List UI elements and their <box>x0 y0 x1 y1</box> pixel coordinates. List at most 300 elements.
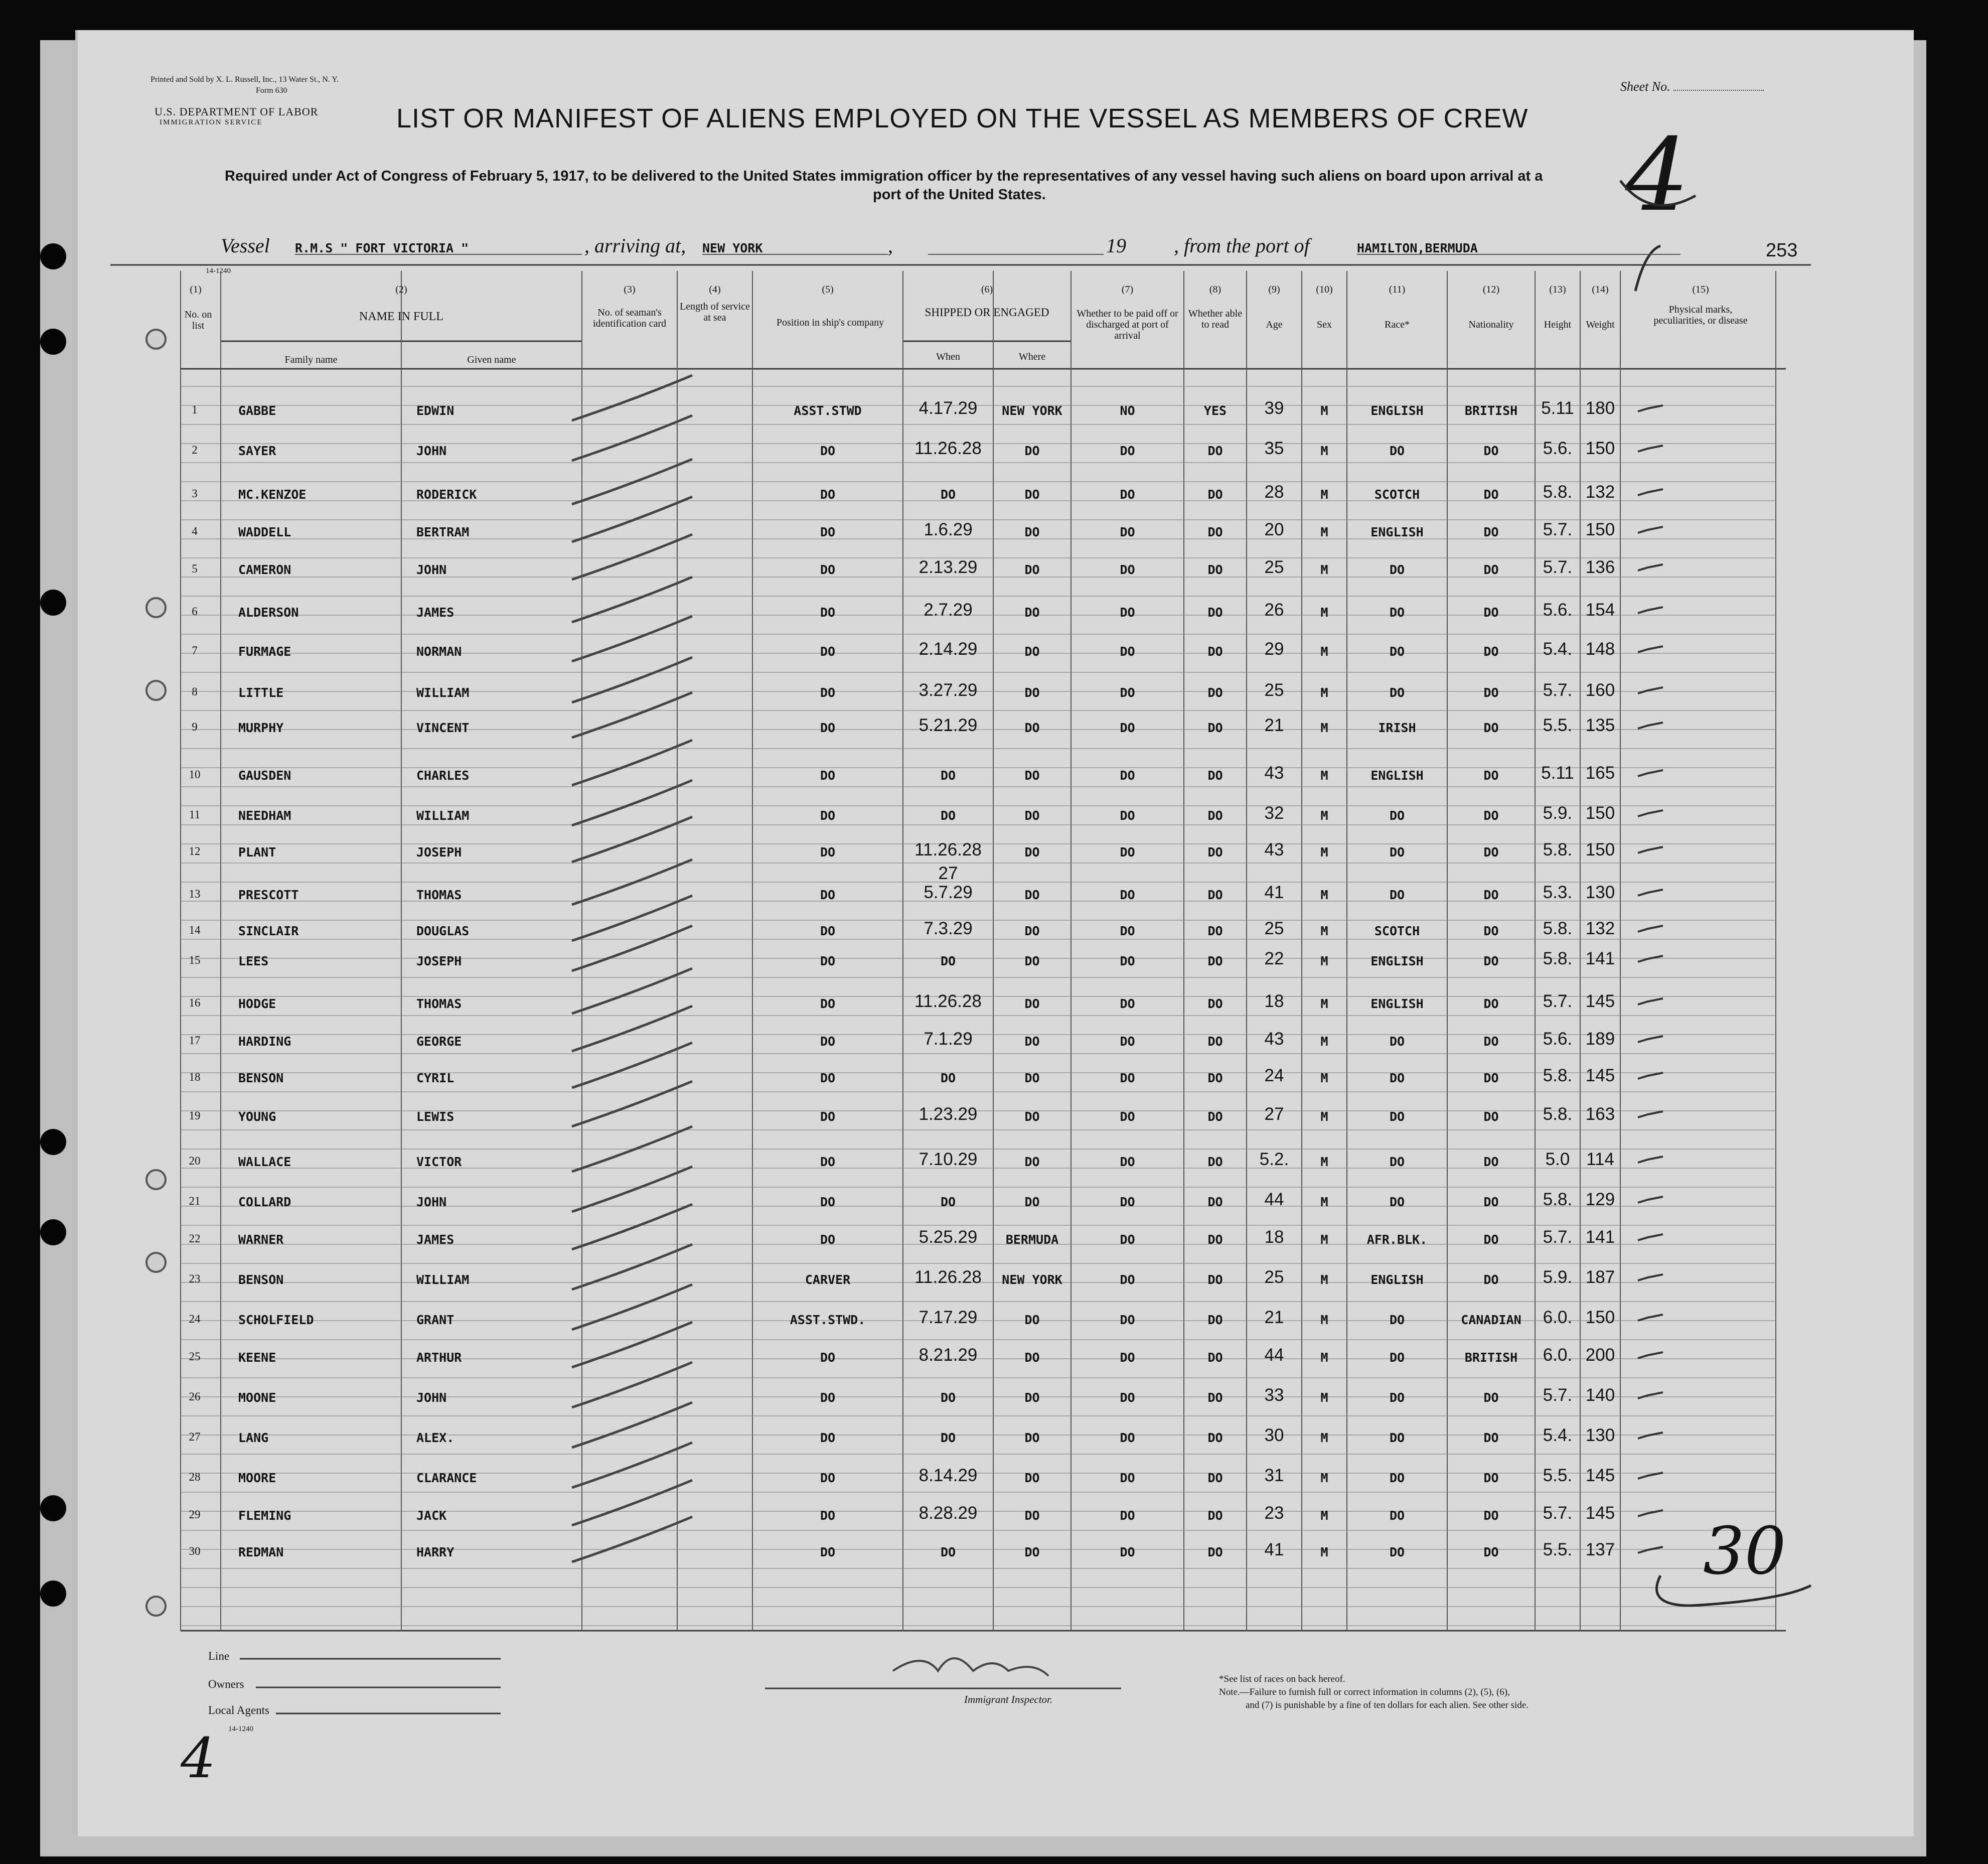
weight-cell: 150 <box>1585 1308 1615 1327</box>
paid-off-cell: DO <box>1120 685 1135 700</box>
paid-off-cell: DO <box>1120 1195 1135 1209</box>
age-cell: 35 <box>1264 439 1284 458</box>
sex-cell: M <box>1320 888 1328 902</box>
sex-cell: M <box>1320 1508 1328 1523</box>
nationality-cell: DO <box>1483 845 1499 859</box>
sex-cell: M <box>1320 562 1328 577</box>
age-cell: 31 <box>1264 1466 1284 1485</box>
age-cell: 43 <box>1264 1029 1284 1049</box>
weight-cell: 135 <box>1585 715 1615 735</box>
nationality-cell: BRITISH <box>1464 403 1518 418</box>
family-name-cell: HODGE <box>238 996 276 1011</box>
position-cell: DO <box>820 1071 836 1085</box>
row-number: 12 <box>189 845 201 857</box>
position-cell: DO <box>820 808 836 823</box>
shipped-where-cell: DO <box>1024 1109 1040 1124</box>
shipped-when-cell: 2.13.29 <box>919 557 978 577</box>
family-name-cell: MURPHY <box>238 721 284 735</box>
race-cell: AFR.BLK. <box>1366 1232 1428 1247</box>
family-name-cell: GABBE <box>238 403 276 418</box>
nationality-cell: DO <box>1483 954 1499 968</box>
position-cell: DO <box>820 487 836 502</box>
race-cell: DO <box>1389 1430 1405 1445</box>
age-cell: 26 <box>1264 600 1284 620</box>
age-cell: 30 <box>1264 1425 1284 1445</box>
given-name-cell: ALEX. <box>416 1430 454 1445</box>
col-15-number: (15) <box>1692 284 1709 295</box>
shipped-where-cell: DO <box>1024 808 1040 823</box>
height-cell: 5.8. <box>1543 949 1573 968</box>
col-4-heading: Length of service at sea <box>680 301 750 323</box>
printer-line-2: Form 630 <box>256 86 287 95</box>
shipped-where-cell: DO <box>1024 1071 1040 1085</box>
check-mark <box>1638 770 1663 776</box>
nationality-cell: DO <box>1483 888 1499 902</box>
race-cell: DO <box>1389 808 1405 823</box>
row-number: 26 <box>189 1390 201 1403</box>
sex-cell: M <box>1320 1545 1328 1559</box>
height-cell: 6.0. <box>1543 1308 1573 1327</box>
check-mark <box>1638 1036 1663 1042</box>
check-mark <box>1638 405 1663 411</box>
check-mark <box>1638 1392 1663 1398</box>
able-to-read-cell: DO <box>1207 924 1223 938</box>
weight-cell: 145 <box>1585 1066 1615 1085</box>
col-3-number: (3) <box>624 284 636 295</box>
able-to-read-cell: DO <box>1207 1195 1223 1209</box>
weight-cell: 141 <box>1585 1227 1615 1247</box>
position-cell: DO <box>820 1390 836 1405</box>
pencil-slash-mark <box>572 497 692 542</box>
able-to-read-cell: DO <box>1207 562 1223 577</box>
nationality-cell: DO <box>1483 768 1499 783</box>
given-name-cell: JACK <box>416 1508 447 1523</box>
weight-cell: 145 <box>1585 1466 1615 1485</box>
shipped-where-cell: DO <box>1024 1350 1040 1365</box>
given-name-cell: CYRIL <box>416 1071 454 1085</box>
weight-cell: 154 <box>1585 600 1615 620</box>
paid-off-cell: DO <box>1120 1545 1135 1559</box>
family-name-cell: BENSON <box>238 1272 284 1287</box>
nationality-cell: DO <box>1483 1071 1499 1085</box>
age-cell: 22 <box>1264 949 1284 968</box>
penalty-note: Note.—Failure to furnish full or correct information in columns (2), (5), (6), <box>1219 1687 1510 1697</box>
sex-cell: M <box>1320 1232 1328 1247</box>
shipped-where-cell: DO <box>1024 1430 1040 1445</box>
height-cell: 5.6. <box>1543 439 1573 458</box>
service-name: IMMIGRATION SERVICE <box>160 118 263 126</box>
row-number: 4 <box>192 525 198 537</box>
position-cell: DO <box>820 996 836 1011</box>
able-to-read-cell: DO <box>1207 685 1223 700</box>
able-to-read-cell: DO <box>1207 845 1223 859</box>
paid-off-cell: DO <box>1120 1350 1135 1365</box>
position-cell: DO <box>820 605 836 620</box>
row-number: 18 <box>189 1071 201 1083</box>
shipped-when-cell: 3.27.29 <box>919 680 978 700</box>
col-10-heading: Sex <box>1317 319 1332 330</box>
shipped-when-cell: DO <box>940 1545 956 1559</box>
row-number: 30 <box>189 1545 201 1557</box>
given-name-cell: THOMAS <box>416 888 462 902</box>
nationality-cell: DO <box>1483 1545 1499 1559</box>
col-2-heading: NAME IN FULL <box>359 310 443 323</box>
sex-cell: M <box>1320 605 1328 620</box>
position-cell: DO <box>820 845 836 859</box>
able-to-read-cell: DO <box>1207 1272 1223 1287</box>
check-mark <box>1638 1073 1663 1079</box>
nationality-cell: DO <box>1483 1195 1499 1209</box>
age-cell: 27 <box>1264 1104 1284 1124</box>
paid-off-cell: DO <box>1120 644 1135 659</box>
check-mark <box>1638 489 1663 495</box>
given-name-cell: RODERICK <box>416 487 477 502</box>
nationality-cell: DO <box>1483 562 1499 577</box>
shipped-where-cell: DO <box>1024 845 1040 859</box>
sheet-label: Sheet No. <box>1620 79 1670 94</box>
given-name-cell: VICTOR <box>416 1155 462 1169</box>
given-name-cell: BERTRAM <box>416 525 470 539</box>
check-mark <box>1638 1197 1663 1203</box>
family-name-cell: SINCLAIR <box>238 924 299 938</box>
height-cell: 5.4. <box>1543 639 1573 659</box>
position-cell: DO <box>820 1508 836 1523</box>
paid-off-cell: DO <box>1120 1034 1135 1049</box>
paid-off-cell: DO <box>1120 1430 1135 1445</box>
sex-cell: M <box>1320 1471 1328 1485</box>
total-handwritten: 30 <box>1703 1513 1786 1589</box>
arriving-label: , arriving at, <box>584 234 686 257</box>
sex-cell: M <box>1320 1272 1328 1287</box>
shipped-when-cell: 7.17.29 <box>919 1308 978 1327</box>
race-cell: DO <box>1389 1508 1405 1523</box>
race-cell: DO <box>1389 1313 1405 1327</box>
nationality-cell: DO <box>1483 1232 1499 1247</box>
nationality-cell: DO <box>1483 1390 1499 1405</box>
nationality-cell: DO <box>1483 996 1499 1011</box>
shipped-where-cell: DO <box>1024 888 1040 902</box>
able-to-read-cell: YES <box>1203 403 1227 418</box>
able-to-read-cell: DO <box>1207 605 1223 620</box>
height-cell: 5.3. <box>1543 883 1573 902</box>
race-cell: DO <box>1389 644 1405 659</box>
row-number: 20 <box>189 1155 201 1167</box>
position-cell: DO <box>820 444 836 458</box>
position-cell: DO <box>820 1430 836 1445</box>
pencil-slash-mark <box>572 968 692 1014</box>
race-cell: IRISH <box>1378 721 1416 735</box>
paid-off-cell: DO <box>1120 888 1135 902</box>
nationality-cell: DO <box>1483 487 1499 502</box>
from-port: HAMILTON,BERMUDA <box>1357 241 1478 255</box>
family-name-cell: SAYER <box>238 444 276 458</box>
given-name-cell: JAMES <box>416 605 454 620</box>
check-mark <box>1638 1547 1663 1553</box>
able-to-read-cell: DO <box>1207 996 1223 1011</box>
row-number: 22 <box>189 1232 201 1245</box>
col-6-where-heading: Where <box>1018 351 1046 362</box>
weight-cell: 130 <box>1585 1425 1615 1445</box>
height-cell: 5.7. <box>1543 991 1573 1011</box>
shipped-where-cell: DO <box>1024 685 1040 700</box>
age-cell: 44 <box>1264 1190 1284 1209</box>
paid-off-cell: DO <box>1120 1508 1135 1523</box>
shipped-when-cell: 5.7.29 <box>924 883 973 902</box>
pencil-slash-mark <box>572 1480 692 1525</box>
position-cell: ASST.STWD. <box>790 1313 866 1327</box>
pencil-slash-mark <box>572 1167 692 1212</box>
from-port-label: , from the port of <box>1174 234 1310 257</box>
able-to-read-cell: DO <box>1207 525 1223 539</box>
age-cell: 43 <box>1264 763 1284 783</box>
race-cell: ENGLISH <box>1370 996 1424 1011</box>
pencil-slash-mark <box>572 616 692 661</box>
printer-line-1: Printed and Sold by X. L. Russell, Inc., 13 Water St., N. Y. <box>150 75 339 84</box>
form-code: 14-1240 <box>206 267 231 275</box>
weight-cell: 163 <box>1585 1104 1615 1124</box>
age-cell: 20 <box>1264 520 1284 539</box>
check-mark <box>1638 926 1663 932</box>
able-to-read-cell: DO <box>1207 644 1223 659</box>
paid-off-cell: NO <box>1120 403 1135 418</box>
able-to-read-cell: DO <box>1207 1545 1223 1559</box>
given-name-cell: JOSEPH <box>416 845 462 859</box>
shipped-where-cell: DO <box>1024 1390 1040 1405</box>
weight-cell: 137 <box>1585 1540 1615 1559</box>
row-number: 14 <box>189 924 201 936</box>
position-cell: CARVER <box>805 1272 851 1287</box>
col-13-heading: Height <box>1544 319 1572 330</box>
nationality-cell: DO <box>1483 1272 1499 1287</box>
weight-cell: 148 <box>1585 639 1615 659</box>
height-cell: 5.5. <box>1543 715 1573 735</box>
height-cell: 5.8. <box>1543 482 1573 502</box>
shipped-when-cell: 7.1.29 <box>924 1029 973 1049</box>
col-7-number: (7) <box>1121 284 1134 295</box>
family-name-cell: GAUSDEN <box>238 768 291 783</box>
paid-off-cell: DO <box>1120 1272 1135 1287</box>
position-cell: DO <box>820 644 836 659</box>
sex-cell: M <box>1320 1390 1328 1405</box>
pencil-slash-mark <box>572 692 692 738</box>
sex-cell: M <box>1320 525 1328 539</box>
height-cell: 5.6. <box>1543 1029 1573 1049</box>
weight-cell: 132 <box>1585 482 1615 502</box>
family-name-cell: WARNER <box>238 1232 284 1247</box>
shipped-where-cell: DO <box>1024 1034 1040 1049</box>
sex-cell: M <box>1320 1430 1328 1445</box>
weight-cell: 145 <box>1585 1503 1615 1523</box>
age-cell: 24 <box>1264 1066 1284 1085</box>
row-number: 5 <box>192 562 198 575</box>
paid-off-cell: DO <box>1120 1109 1135 1124</box>
shipped-when-cell: DO <box>940 768 956 783</box>
race-cell: DO <box>1389 1350 1405 1365</box>
shipped-when-cell: 2.7.29 <box>924 600 973 620</box>
pencil-slash-mark <box>572 415 692 461</box>
paid-off-cell: DO <box>1120 954 1135 968</box>
height-cell: 5.4. <box>1543 1425 1573 1445</box>
weight-cell: 160 <box>1585 680 1615 700</box>
paid-off-cell: DO <box>1120 1155 1135 1169</box>
check-mark <box>1638 564 1663 570</box>
col-5-number: (5) <box>822 284 834 295</box>
race-cell: ENGLISH <box>1370 768 1424 783</box>
weight-cell: 141 <box>1585 949 1615 968</box>
weight-cell: 114 <box>1586 1150 1614 1169</box>
family-name-cell: BENSON <box>238 1071 284 1085</box>
shipped-when-cell: 5.21.29 <box>919 715 978 735</box>
shipped-when-cell: DO <box>940 1430 956 1445</box>
col-11-number: (11) <box>1389 284 1406 295</box>
col-6-number: (6) <box>981 284 993 295</box>
age-cell: 29 <box>1264 639 1284 659</box>
paid-off-cell: DO <box>1120 605 1135 620</box>
shipped-where-cell: DO <box>1024 1313 1040 1327</box>
col-9-heading: Age <box>1266 319 1283 330</box>
race-cell: ENGLISH <box>1370 1272 1424 1287</box>
height-cell: 6.0. <box>1543 1345 1573 1365</box>
paid-off-cell: DO <box>1120 768 1135 783</box>
check-mark <box>1638 810 1663 816</box>
check-mark <box>1638 723 1663 729</box>
position-cell: DO <box>820 1034 836 1049</box>
able-to-read-cell: DO <box>1207 1390 1223 1405</box>
race-cell: DO <box>1389 1471 1405 1485</box>
age-cell: 25 <box>1264 919 1284 938</box>
given-name-cell: WILLIAM <box>416 685 470 700</box>
age-cell: 25 <box>1264 1267 1284 1287</box>
row-number: 16 <box>189 996 201 1009</box>
given-name-cell: CHARLES <box>416 768 470 783</box>
shipped-when-cell: 7.10.29 <box>919 1150 978 1169</box>
race-cell: SCOTCH <box>1374 924 1420 938</box>
year-label: 19 <box>1106 234 1126 257</box>
paid-off-cell: DO <box>1120 562 1135 577</box>
row-number: 2 <box>192 444 198 456</box>
position-cell: DO <box>820 685 836 700</box>
sex-cell: M <box>1320 996 1328 1011</box>
col-6-when-heading: When <box>936 351 960 362</box>
shipped-where-cell: DO <box>1024 1508 1040 1523</box>
shipped-where-cell: BERMUDA <box>1005 1232 1059 1247</box>
position-cell: DO <box>820 1350 836 1365</box>
able-to-read-cell: DO <box>1207 721 1223 735</box>
shipped-when-cell: 2.14.29 <box>919 639 978 659</box>
row-number: 24 <box>189 1313 201 1325</box>
nationality-cell: DO <box>1483 1155 1499 1169</box>
family-name-cell: LANG <box>238 1430 269 1445</box>
sex-cell: M <box>1320 1350 1328 1365</box>
able-to-read-cell: DO <box>1207 444 1223 458</box>
able-to-read-cell: DO <box>1207 768 1223 783</box>
nationality-cell: DO <box>1483 1430 1499 1445</box>
nationality-cell: DO <box>1483 444 1499 458</box>
row-number: 15 <box>189 954 201 966</box>
shipped-where-cell: DO <box>1024 924 1040 938</box>
age-cell: 41 <box>1264 1540 1284 1559</box>
penalty-note-cont: and (7) is punishable by a fine of ten dollars for each alien. See other side. <box>1246 1700 1529 1710</box>
given-name-cell: JAMES <box>416 1232 454 1247</box>
pencil-slash-mark <box>572 817 692 862</box>
able-to-read-cell: DO <box>1207 1232 1223 1247</box>
family-name-cell: PRESCOTT <box>238 888 299 902</box>
able-to-read-cell: DO <box>1207 1430 1223 1445</box>
row-number: 25 <box>189 1350 201 1363</box>
height-cell: 5.7. <box>1543 557 1573 577</box>
family-name-cell: HARDING <box>238 1034 291 1049</box>
height-cell: 5.7. <box>1543 1227 1573 1247</box>
paid-off-cell: DO <box>1120 487 1135 502</box>
given-name-cell: EDWIN <box>416 403 454 418</box>
local-agents-label: Local Agents <box>208 1704 269 1716</box>
sex-cell: M <box>1320 1313 1328 1327</box>
col-14-heading: Weight <box>1586 319 1615 330</box>
position-cell: DO <box>820 562 836 577</box>
height-cell: 5.5. <box>1543 1540 1573 1559</box>
weight-cell: 150 <box>1585 439 1615 458</box>
age-cell: 33 <box>1264 1385 1284 1405</box>
weight-cell: 145 <box>1585 991 1615 1011</box>
race-cell: ENGLISH <box>1370 954 1424 968</box>
shipped-where-cell: DO <box>1024 562 1040 577</box>
height-cell: 5.11 <box>1541 398 1574 418</box>
col-2-given-heading: Given name <box>467 354 516 365</box>
pencil-slash-mark <box>572 1322 692 1367</box>
height-cell: 5.8. <box>1543 1104 1573 1124</box>
row-number: 8 <box>192 685 198 698</box>
weight-cell: 140 <box>1585 1385 1615 1405</box>
shipped-when-cell: 11.26.28 <box>914 439 982 458</box>
inspector-label: Immigrant Inspector. <box>964 1693 1053 1705</box>
race-cell: DO <box>1389 1390 1405 1405</box>
able-to-read-cell: DO <box>1207 1313 1223 1327</box>
position-cell: DO <box>820 525 836 539</box>
shipped-when-cell: 11.26.28 <box>914 991 982 1011</box>
nationality-cell: DO <box>1483 1034 1499 1049</box>
able-to-read-cell: DO <box>1207 1155 1223 1169</box>
vessel-name: R.M.S " FORT VICTORIA " <box>295 241 469 255</box>
col-15-heading: Physical marks, peculiarities, or disease <box>1653 304 1748 326</box>
sex-cell: M <box>1320 768 1328 783</box>
check-mark <box>1638 607 1663 613</box>
row-number: 17 <box>189 1034 201 1047</box>
paid-off-cell: DO <box>1120 924 1135 938</box>
pencil-slash-mark <box>572 1204 692 1249</box>
shipped-when-cell: 11.26.28 <box>914 1267 982 1287</box>
able-to-read-cell: DO <box>1207 1034 1223 1049</box>
paid-off-cell: DO <box>1120 1471 1135 1485</box>
race-cell: DO <box>1389 562 1405 577</box>
shipped-where-cell: NEW YORK <box>1002 1272 1062 1287</box>
position-cell: DO <box>820 1471 836 1485</box>
nationality-cell: DO <box>1483 605 1499 620</box>
paid-off-cell: DO <box>1120 1071 1135 1085</box>
paid-off-cell: DO <box>1120 721 1135 735</box>
document-subtitle: Required under Act of Congress of February 5, 1917, to be delivered to the United States immigration officer by the representatives of any vessel having such aliens on board upon arrival at a <box>225 168 1543 184</box>
shipped-where-cell: DO <box>1024 1155 1040 1169</box>
nationality-cell: DO <box>1483 1109 1499 1124</box>
height-cell: 5.8. <box>1543 919 1573 938</box>
col-14-number: (14) <box>1592 284 1609 295</box>
able-to-read-cell: DO <box>1207 1508 1223 1523</box>
position-cell: DO <box>820 1155 836 1169</box>
family-name-cell: SCHOLFIELD <box>238 1313 314 1327</box>
shipped-when-cell: DO <box>940 954 956 968</box>
col-9-number: (9) <box>1268 284 1280 295</box>
sex-cell: M <box>1320 1071 1328 1085</box>
shipped-where-cell: DO <box>1024 444 1040 458</box>
